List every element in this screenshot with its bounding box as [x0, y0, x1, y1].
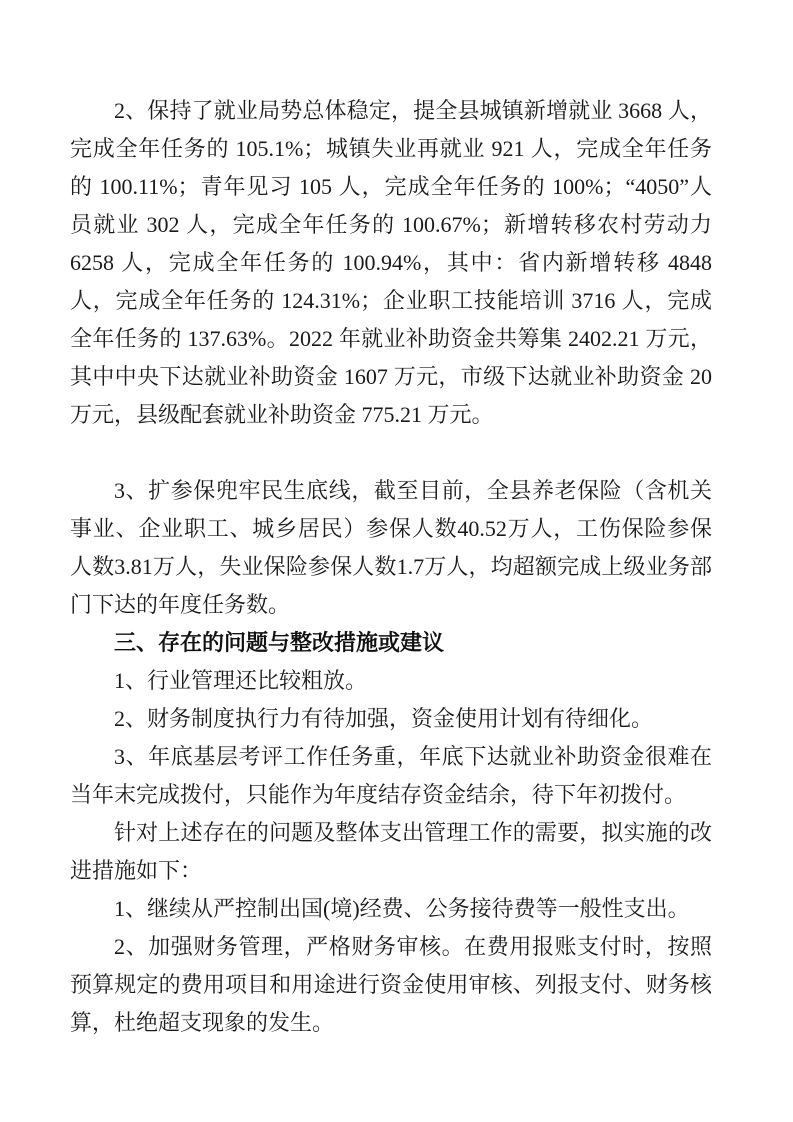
issue-item-1: 1、行业管理还比较粗放。	[114, 668, 368, 693]
issue-item-3: 3、年底基层考评工作任务重，年底下达就业补助资金很难在当年末完成拨付，只能作为年度结存资金结余，待下年初拨付。	[70, 744, 712, 807]
measure-item-2: 2、加强财务管理，严格财务审核。在费用报账支付时，按照预算规定的费用项目和用途进行资金使用审核、列报支付、财务核算，杜绝超支现象的发生。	[70, 934, 712, 1035]
section-heading-problems-and-measures: 三、存在的问题与整改措施或建议	[114, 630, 445, 655]
issue-item-2: 2、财务制度执行力有待加强，资金使用计划有待细化。	[114, 706, 654, 731]
document-body	[70, 92, 712, 1042]
measure-item-1: 1、继续从严控制出国(境)经费、公务接待费等一般性支出。	[114, 896, 690, 921]
paragraph-insurance-coverage: 3、扩参保兜牢民生底线，截至目前，全县养老保险（含机关事业、企业职工、城乡居民）参保人数40.52万人，工伤保险参保人数3.81万人，失业保险参保人数1.7万人，均超额完成上级业务部门下达的年度任务数。	[70, 478, 712, 617]
paragraph-employment-stats: 2、保持了就业局势总体稳定，提全县城镇新增就业 3668 人，完成全年任务的 105.1%；城镇失业再就业 921 人，完成全年任务的 100.11%；青年见习 105 人，完成全年任务的 100%；“4050”人员就业 302 人，完成全年任务的 100.67%；新增转移农村劳动力 6258 人，完成全年任务的 100.94%，其中：省内新增转移 4848 人，完成全年任务的 124.31%；企业职工技能培训 3716 人，完成全年任务的 137.63%。2022 年就业补助资金共筹集 2402.21 万元，其中中央下达就业补助资金 1607 万元，市级下达就业补助资金 20 万元，县级配套就业补助资金 775.21 万元。	[70, 98, 712, 427]
paragraph-improvement-intro: 针对上述存在的问题及整体支出管理工作的需要，拟实施的改进措施如下：	[70, 820, 712, 883]
